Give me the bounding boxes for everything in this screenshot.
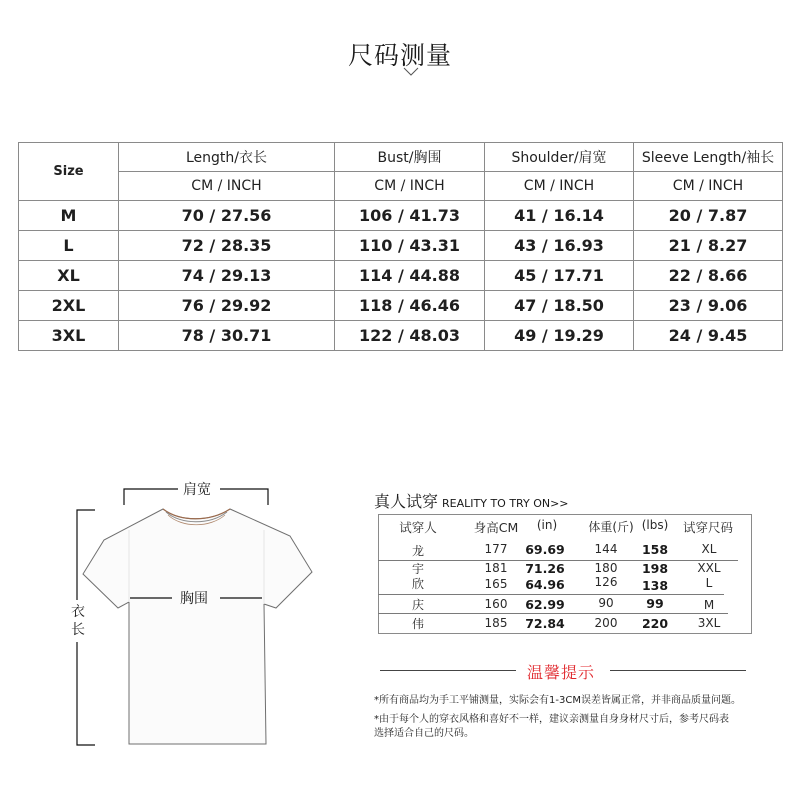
value-cell: 122 / 48.03 xyxy=(335,321,485,351)
tryon-height-cm: 165 xyxy=(484,577,508,591)
row-divider xyxy=(378,613,728,614)
unit-label: CM / INCH xyxy=(634,172,783,201)
tryon-title xyxy=(374,489,569,512)
tip-line-1: *所有商品均为手工平铺测量，实际会有1-3CM误差皆属正常，并非商品质量问题。 xyxy=(374,695,741,706)
value-cell: 106 / 41.73 xyxy=(335,201,485,231)
tips-title: 温馨提示 xyxy=(527,663,596,682)
unit-row xyxy=(19,172,783,201)
tryon-header-weight-lbs: (lbs) xyxy=(641,518,669,532)
tshirt-icon xyxy=(60,470,330,760)
tryon-header-size: 试穿尺码 xyxy=(682,520,733,535)
tryon-name: 伟 xyxy=(411,617,424,631)
tryon-weight-jin: 90 xyxy=(598,596,614,610)
unit-label: CM / INCH xyxy=(119,172,335,201)
length-label-char: 衣 xyxy=(71,604,85,620)
tryon-height-cm: 185 xyxy=(484,616,508,630)
table-row xyxy=(19,321,783,351)
tryon-header-height-cm: 身高CM xyxy=(473,520,519,535)
value-cell: 20 / 7.87 xyxy=(634,201,783,231)
header-row xyxy=(19,143,783,172)
tryon-header-height-in: (in) xyxy=(536,518,558,532)
tryon-weight-jin: 180 xyxy=(594,561,618,575)
value-cell: 78 / 30.71 xyxy=(119,321,335,351)
tryon-weight-jin: 144 xyxy=(594,542,618,556)
tryon-size: L xyxy=(705,576,713,590)
column-header-bust: Bust/胸围 xyxy=(335,143,485,172)
size-cell: M xyxy=(19,201,119,231)
size-chart-table xyxy=(18,142,783,351)
tshirt-measurement-diagram xyxy=(60,470,330,760)
tryon-height-in: 62.99 xyxy=(525,597,565,612)
unit-label: CM / INCH xyxy=(335,172,485,201)
value-cell: 110 / 43.31 xyxy=(335,231,485,261)
length-label-char: 长 xyxy=(71,622,85,638)
value-cell: 118 / 46.46 xyxy=(335,291,485,321)
tryon-weight-lbs: 198 xyxy=(641,561,669,576)
tips-divider-left xyxy=(380,670,516,671)
value-cell: 41 / 16.14 xyxy=(485,201,634,231)
tryon-weight-jin: 126 xyxy=(594,575,618,589)
value-cell: 24 / 9.45 xyxy=(634,321,783,351)
row-divider xyxy=(378,594,724,595)
table-row xyxy=(19,231,783,261)
value-cell: 43 / 16.93 xyxy=(485,231,634,261)
tryon-size: 3XL xyxy=(697,616,721,630)
value-cell: 74 / 29.13 xyxy=(119,261,335,291)
tryon-name: 庆 xyxy=(411,598,424,612)
tryon-weight-lbs: 99 xyxy=(646,596,664,611)
tryon-title-en: REALITY TO TRY ON>> xyxy=(442,497,569,510)
length-label xyxy=(68,603,86,639)
value-cell: 114 / 44.88 xyxy=(335,261,485,291)
tryon-weight-jin: 200 xyxy=(594,616,618,630)
tryon-weight-lbs: 220 xyxy=(641,616,669,631)
tryon-header-weight-jin: 体重(斤) xyxy=(588,520,634,534)
tryon-height-in: 72.84 xyxy=(525,616,565,631)
size-cell: L xyxy=(19,231,119,261)
value-cell: 47 / 18.50 xyxy=(485,291,634,321)
tryon-name: 龙 xyxy=(411,544,424,558)
tryon-weight-lbs: 138 xyxy=(641,578,669,593)
chest-label: 胸围 xyxy=(180,591,208,607)
value-cell: 72 / 28.35 xyxy=(119,231,335,261)
tryon-height-cm: 160 xyxy=(484,597,508,611)
size-header: Size xyxy=(19,143,119,201)
tryon-height-in: 71.26 xyxy=(525,561,565,576)
tip-line-2: *由于每个人的穿衣风格和喜好不一样，建议亲测量自身身材尺寸后，参考尺码表 xyxy=(374,714,729,725)
chevron-down-icon xyxy=(403,67,419,77)
unit-label: CM / INCH xyxy=(485,172,634,201)
column-header-sleeve: Sleeve Length/袖长 xyxy=(634,143,783,172)
tryon-height-cm: 181 xyxy=(484,561,508,575)
tryon-height-cm: 177 xyxy=(484,542,508,556)
tryon-size: M xyxy=(703,598,715,612)
tryon-height-in: 69.69 xyxy=(525,542,565,557)
value-cell: 70 / 27.56 xyxy=(119,201,335,231)
size-cell: 3XL xyxy=(19,321,119,351)
table-row xyxy=(19,291,783,321)
column-header-shoulder: Shoulder/肩宽 xyxy=(485,143,634,172)
tryon-weight-lbs: 158 xyxy=(641,542,669,557)
value-cell: 22 / 8.66 xyxy=(634,261,783,291)
tryon-name: 宇 xyxy=(411,562,424,576)
tryon-title-cn: 真人试穿 xyxy=(374,492,439,511)
value-cell: 76 / 29.92 xyxy=(119,291,335,321)
tips-divider-right xyxy=(610,670,746,671)
size-cell: 2XL xyxy=(19,291,119,321)
table-row xyxy=(19,261,783,291)
tryon-name: 欣 xyxy=(411,577,424,591)
value-cell: 49 / 19.29 xyxy=(485,321,634,351)
tryon-height-in: 64.96 xyxy=(525,577,565,592)
tryon-size: XL xyxy=(701,542,717,556)
table-row xyxy=(19,201,783,231)
tryon-size: XXL xyxy=(697,561,721,575)
shoulder-label: 肩宽 xyxy=(180,479,214,499)
column-header-length: Length/衣长 xyxy=(119,143,335,172)
value-cell: 45 / 17.71 xyxy=(485,261,634,291)
size-cell: XL xyxy=(19,261,119,291)
tip-line-3: 选择适合自己的尺码。 xyxy=(374,728,474,739)
value-cell: 23 / 9.06 xyxy=(634,291,783,321)
value-cell: 21 / 8.27 xyxy=(634,231,783,261)
tryon-header-name: 试穿人 xyxy=(399,520,437,535)
page-title: 尺码测量 xyxy=(347,41,452,70)
